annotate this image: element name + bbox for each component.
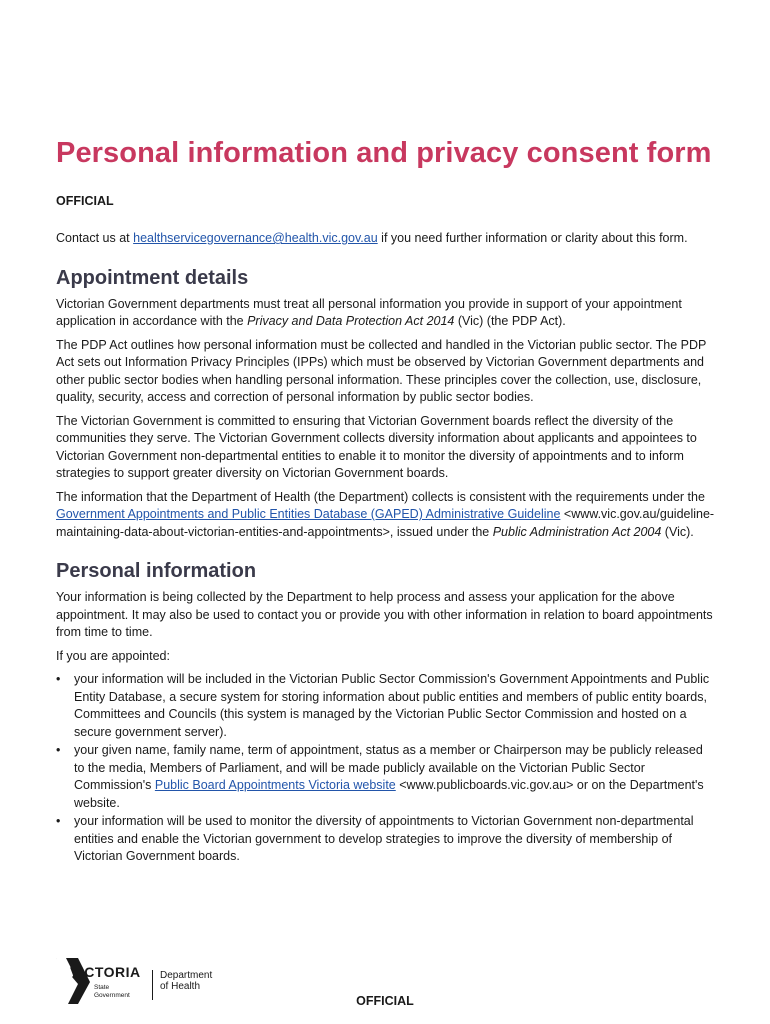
gaped-guideline-link[interactable]: Government Appointments and Public Entities Database (GAPED) Administrative Guideline	[56, 507, 561, 521]
classification-label: OFFICIAL	[56, 194, 114, 208]
personal-heading: Personal information	[56, 560, 257, 582]
department-line-1: Department	[160, 970, 213, 981]
bullet-icon: •	[56, 743, 61, 757]
list-item-text: your information will be included in the Victorian Public Sector Commission's Government Appointments and Public Entity Database, a secure system for storing information about public entities and members of public entity boards, Committees and Councils (this system is managed by the Victorian Public Sector Commission and hosted on a secure government server).	[74, 672, 710, 739]
contact-paragraph	[56, 230, 716, 248]
state-label: State	[94, 984, 110, 991]
act-name-italic: Public Administration Act 2004	[492, 524, 662, 539]
appointment-paragraph-2: The PDP Act outlines how personal information must be collected and handled in the Victorian public sector. The PDP Act sets out Information Privacy Principles (IPPs) which must be observed by Victorian Government departments and other public sector bodies when handling personal information. These principles cover the collection, use, disclosure, quality, security, access and correction of personal information by public sector bodies.	[56, 337, 707, 404]
text-run: Victorian Government departments must treat all personal information you provide in support of your appointment application in accordance with the	[56, 296, 682, 328]
public-board-appointments-link[interactable]: Public Board Appointments Victoria website	[154, 778, 396, 792]
text-run: (Vic).	[661, 524, 694, 539]
list-item-text: <www.publicboards.vic.gov.au> or on the Department's website.	[74, 778, 704, 810]
list-item	[56, 742, 716, 812]
bullet-icon: •	[56, 814, 61, 828]
victoria-wordmark: VICTORIA	[70, 964, 141, 980]
personal-paragraph-1: Your information is being collected by the Department to help process and assess your application for the above appointment. It may also be used to contact you or provide you with other information in relation to board appointments from time to time.	[56, 590, 713, 639]
list-item	[56, 813, 716, 866]
contact-prefix: Contact us at	[56, 231, 134, 245]
bullet-icon: •	[56, 672, 61, 686]
contact-email-link[interactable]: healthservicegovernance@health.vic.gov.au	[133, 231, 378, 245]
department-line-2: of Health	[160, 981, 201, 992]
appointment-paragraph-1	[56, 296, 716, 331]
government-label: Government	[94, 992, 130, 999]
appointment-bullet-list	[56, 671, 716, 866]
text-run: The information that the Department of Health (the Department) collects is consistent with the requirements under the	[56, 489, 705, 504]
text-run: (Vic) (the PDP Act).	[454, 314, 566, 328]
text-run: <www.vic.gov.au/guideline-maintaining-data-about-victorian-entities-and-appointments>, issued under the	[56, 507, 715, 539]
list-item-text: your given name, family name, term of appointment, status as a member or Chairperson may be publicly released to the media, Members of Parliament, and will be made publicly available on the Victorian Public Sector Commission's	[74, 743, 703, 792]
appointment-heading: Appointment details	[56, 266, 249, 289]
personal-paragraph-2: If you are appointed:	[56, 648, 170, 663]
appointment-paragraph-4	[56, 489, 716, 542]
list-item-text: your information will be used to monitor the diversity of appointments to Victorian Government non-departmental entities and enable the Victorian government to develop strategies to improve the diversity of membership of Victorian Government boards.	[74, 814, 694, 863]
act-name-italic: Privacy and Data Protection Act 2014	[247, 314, 455, 328]
list-item	[56, 671, 716, 741]
page-title: Personal information and privacy consent form	[56, 137, 712, 169]
contact-suffix: if you need further information or clarity about this form.	[377, 231, 688, 245]
footer-classification-label: OFFICIAL	[356, 994, 414, 1008]
document-body	[56, 136, 716, 867]
appointment-paragraph-3: The Victorian Government is committed to ensuring that Victorian Government boards reflect the diversity of the communities they serve. The Victorian Government collects diversity information about applicants and appointees to Victorian Government non-departmental entities to enable it to monitor the diversity of appointments and to inform strategies to support greater diversity on Victorian Government boards.	[56, 413, 697, 480]
department-of-health-logo	[160, 970, 212, 992]
